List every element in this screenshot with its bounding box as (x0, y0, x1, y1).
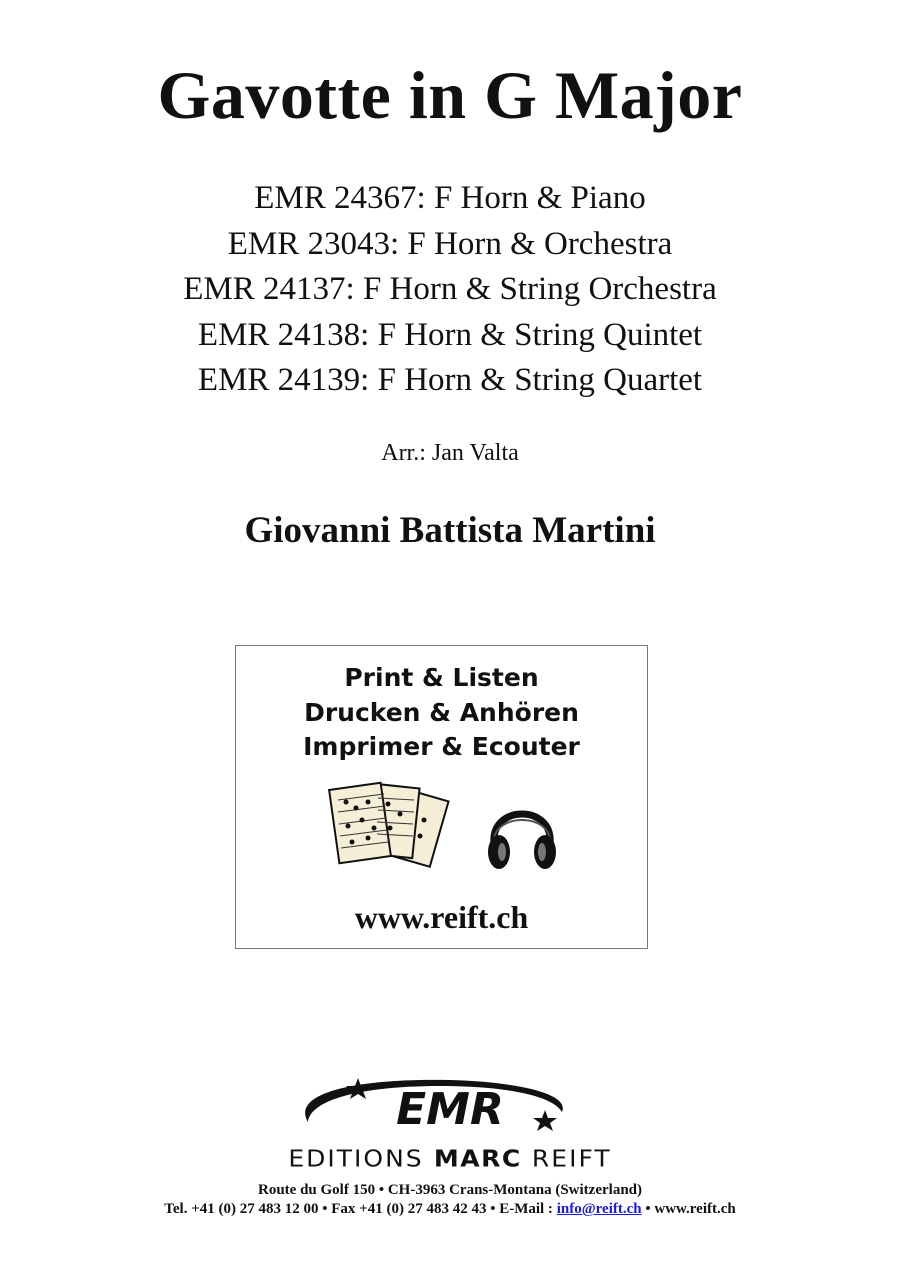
website-link[interactable]: www.reift.ch (354, 899, 529, 935)
publisher-name (0, 1145, 900, 1173)
composer: Giovanni Battista Martini (244, 510, 656, 551)
headphones-icon (486, 796, 558, 874)
publisher-contact (0, 1199, 900, 1219)
edition-item: EMR 24137: F Horn & String Orchestra (183, 271, 717, 307)
logo-text: EMR (396, 1084, 504, 1135)
website-footer-link[interactable]: www.reift.ch (654, 1201, 736, 1217)
edition-item: EMR 23043: F Horn & Orchestra (227, 225, 673, 262)
promo-text (236, 661, 647, 765)
sheet-music-icon (328, 780, 453, 880)
promo-line-en: Print & Listen (344, 663, 539, 692)
phone-fax-text: Tel. +41 (0) 27 483 12 00 • Fax +41 (0) 27 483 42 43 • E-Mail : (164, 1201, 553, 1217)
edition-item: EMR 24138: F Horn & String Quintet (197, 316, 703, 353)
arranger: Arr.: Jan Valta (381, 440, 519, 466)
promo-line-de: Drucken & Anhören (304, 697, 579, 727)
edition-item: EMR 24367: F Horn & Piano (254, 180, 646, 216)
emr-logo (300, 1074, 600, 1138)
email-link[interactable]: info@reift.ch (556, 1201, 642, 1217)
promo-line-fr: Imprimer & Ecouter (303, 732, 580, 761)
publisher-name-part1: EDITIONS (288, 1145, 424, 1172)
edition-list (0, 176, 900, 404)
edition-item: EMR 24139: F Horn & String Quartet (197, 362, 703, 398)
separator: • (645, 1201, 651, 1217)
publisher-name-part3: REIFT (531, 1145, 612, 1172)
page-title: Gavotte in G Major (157, 57, 743, 133)
publisher-name-part2: MARC (433, 1145, 522, 1172)
print-listen-box (235, 645, 648, 949)
publisher-address: Route du Golf 150 • CH-3963 Crans-Montana (Switzerland) (258, 1182, 642, 1198)
